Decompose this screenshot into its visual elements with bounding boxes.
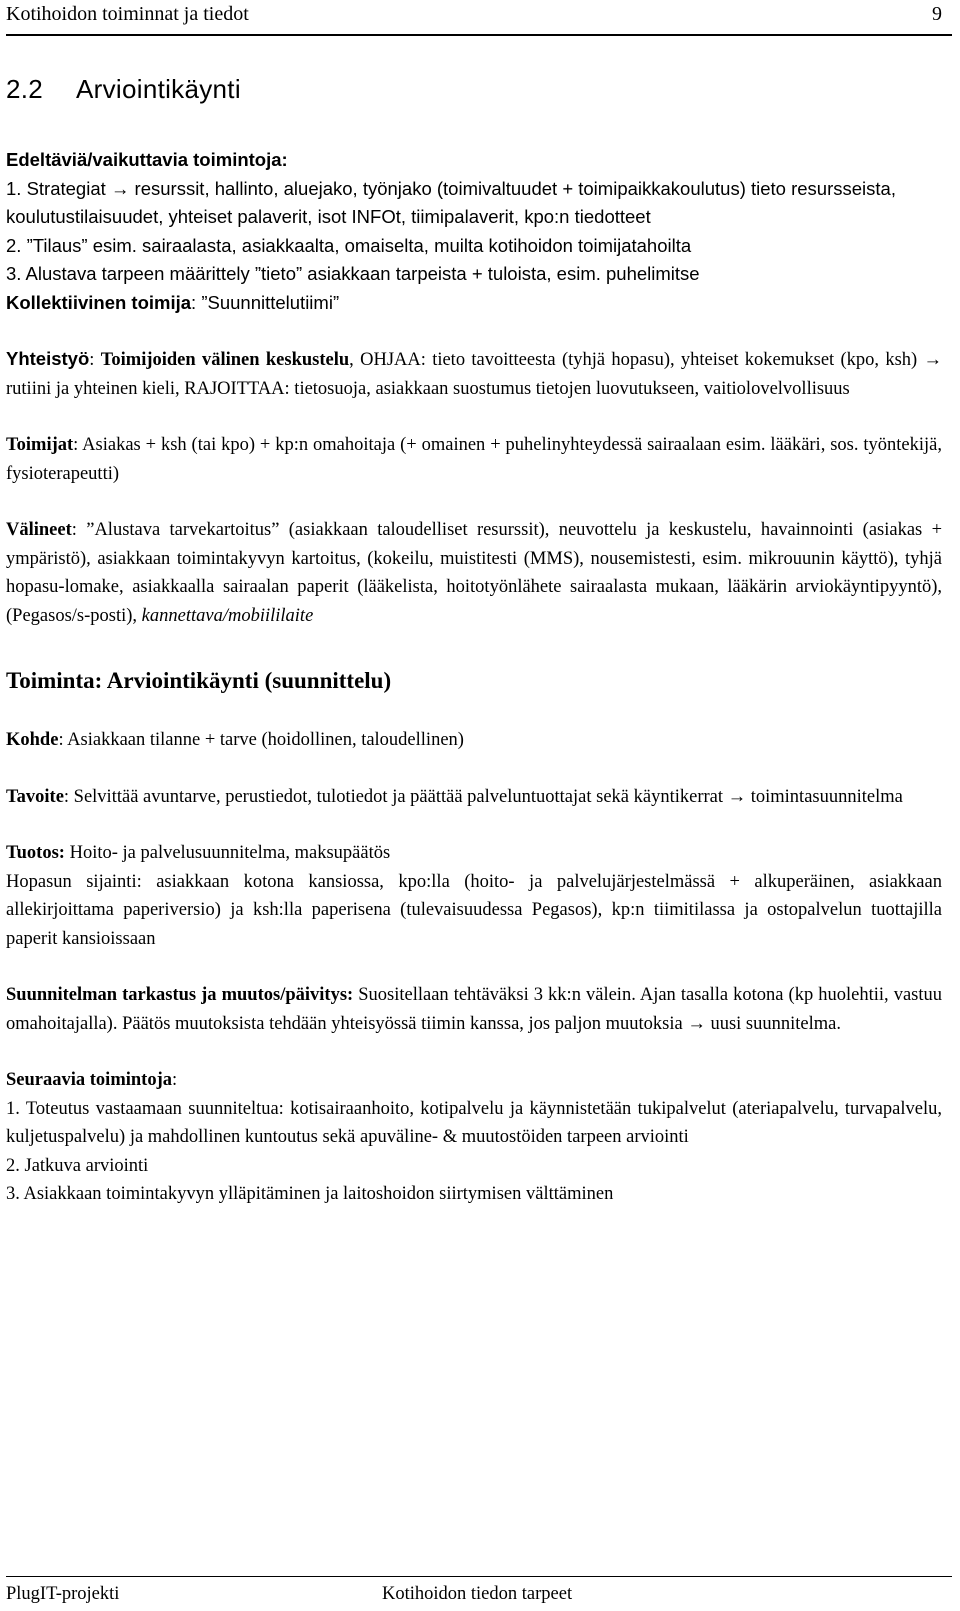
collective-label: Kollektiivinen toimija xyxy=(6,291,192,313)
plan-review: Suunnitelman tarkastus ja muutos/päivitys: Suositellaan tehtäväksi 3 kk:n välein. Ajan tasalla kotona (kp huolehtii, vastuu omahoitajalla). Päätös muutoksista tehdään yhteisyössä tiimin kanssa, jos paljon muutoksia → uusi suunnitelma. xyxy=(6,985,942,1034)
section-title xyxy=(6,72,241,106)
arrow-right-icon: → xyxy=(727,786,747,807)
page-number: 9 xyxy=(932,3,942,25)
arrow-right-icon: → xyxy=(110,177,130,199)
actors-label: Toimijat xyxy=(6,435,74,455)
cooperation-bold: Toimijoiden välinen keskustelu xyxy=(100,350,350,370)
section-number: 2.2 xyxy=(6,74,44,104)
location-label: Hopasun sijainti xyxy=(6,871,137,892)
page-footer xyxy=(6,1576,952,1604)
hopasu-location: Hopasun sijainti: asiakkaan kotona kansiossa, kpo:lla (hoito- ja palvelujärjestelmässä + alkuperäinen, asiakkaan allekirjoittama paperiversio) ja ksh:lla paperisena (tulevaisuudessa Pegasos), kp:n tiimitilassa ja ostopalvelun tuottajilla paperit kansioissaan xyxy=(6,871,942,949)
page-header xyxy=(6,0,952,36)
section-title-text: Arviointikäynti xyxy=(76,74,241,104)
following-item-1: 1. Toteutus vastaamaan suunniteltua: kotisairaanhoito, kotipalvelu ja käynnistetään tukipalvelut (ateriapalvelu, turvapalvelu, kuljetuspalvelu) ja mahdollinen kuntoutus sekä apuväline- & muutostöiden tarpeen arviointi xyxy=(6,1098,942,1147)
object-label: Kohde xyxy=(6,730,59,750)
header-title: Kotihoidon toiminnat ja tiedot xyxy=(6,3,249,25)
arrow-right-icon: → xyxy=(687,1013,706,1034)
collective-actor: Kollektiivinen toimija: ”Suunnittelutiimi” xyxy=(6,291,340,313)
goal-label: Tavoite xyxy=(6,786,64,807)
preceding-item-1: 1. Strategiat → resurssit, hallinto, aluejako, työnjako (toimivaltuudet + toimipaikkakoulutus) tieto resursseista, koulutustilaisuudet, yhteiset palaverit, isot INFOt, tiimipalaverit, kpo:n tiedotteet xyxy=(6,177,896,227)
tools: Välineet: ”Alustava tarvekartoitus” (asiakkaan taloudelliset resurssit), neuvottelu ja keskustelu, havainnointi (asiakas + ympäristö), asiakkaan toimintakyvyn kartoitus, (kokeilu, muistitesti (MMS), nousemistesti, esim. mikrouunin käyttö), tyhjä hopasu-lomake, asiakkaalla sairaalan paperit (lääkelista, hoitotyönlähete sairaalasta mukaan, lääkärin arviokäyntipyyntö), (Pegasos/s-posti), kannettava/mobiililaite xyxy=(6,520,942,626)
goal: Tavoite: Selvittää avuntarve, perustiedot, tulotiedot ja päättää palveluntuottajat sekä käyntikerrat → toimintasuunnitelma xyxy=(6,786,903,807)
actors: Toimijat: Asiakas + ksh (tai kpo) + kp:n omahoitaja (+ omainen + puhelinyhteydessä sairaalaan esim. lääkäri, sos. työntekijä, fysioterapeutti) xyxy=(6,435,942,484)
preceding-heading: Edeltäviä/vaikuttavia toimintoja: xyxy=(6,149,288,170)
following-heading: Seuraavia toimintoja: xyxy=(6,1070,178,1090)
outputs-label: Tuotos: xyxy=(6,843,65,863)
footer-right: Kotihoidon tiedon tarpeet xyxy=(382,1584,573,1604)
preceding-item-2: 2. ”Tilaus” esim. sairaalasta, asiakkaalta, omaiselta, muilta kotihoidon toimijatahoilta xyxy=(6,234,692,256)
review-label: Suunnitelman tarkastus ja muutos/päivitys: xyxy=(6,985,354,1005)
following-item-2: 2. Jatkuva arviointi xyxy=(6,1155,149,1176)
cooperation: Yhteistyö: Toimijoiden välinen keskustelu, OHJAA: tieto tavoitteesta (tyhjä hopasu), yhteiset kokemukset (kpo, ksh) → rutiini ja yhteinen kieli, RAJOITTAA: tietosuoja, asiakkaan suostumus tietojen luovutukseen, vaitiolovelvollisuus xyxy=(6,348,943,399)
outputs: Tuotos: Hoito- ja palvelusuunnitelma, maksupäätös xyxy=(6,843,391,863)
following-item-3: 3. Asiakkaan toimintakyvyn ylläpitäminen ja laitoshoidon siirtymisen välttäminen xyxy=(6,1184,614,1204)
footer-left: PlugIT-projekti xyxy=(6,1584,120,1604)
preceding-item-3: 3. Alustava tarpeen määrittely ”tieto” asiakkaan tarpeista + tuloista, esim. puhelimitse xyxy=(6,263,700,284)
document-body xyxy=(6,146,942,1209)
tools-italic: kannettava/mobiililaite xyxy=(141,605,314,626)
tools-label: Välineet xyxy=(6,520,72,540)
object: Kohde: Asiakkaan tilanne + tarve (hoidollinen, taloudellinen) xyxy=(6,730,464,750)
cooperation-label: Yhteistyö xyxy=(6,348,90,369)
arrow-right-icon: → xyxy=(923,350,943,370)
activity-heading: Toiminta: Arviointikäynti (suunnittelu) xyxy=(6,668,392,693)
